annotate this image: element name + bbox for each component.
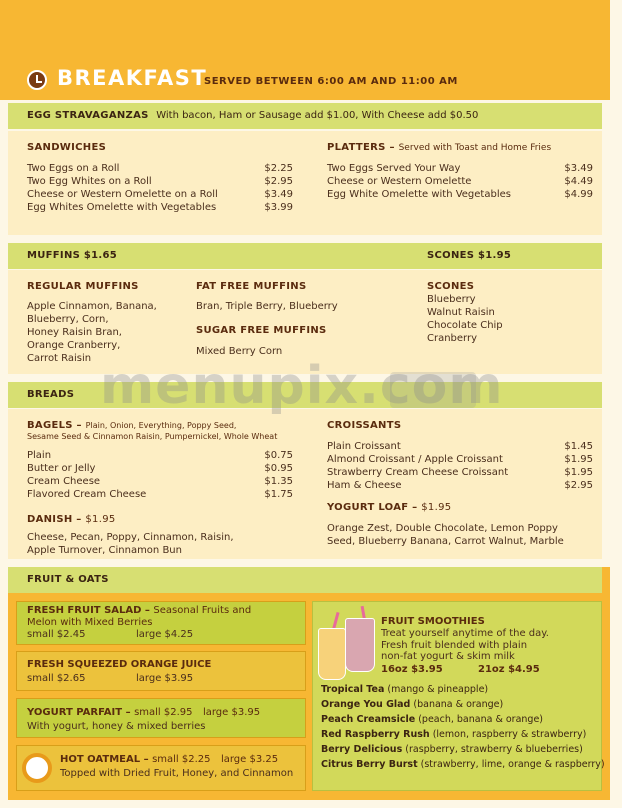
smoothie-cup-icon bbox=[318, 628, 346, 680]
croissants-list bbox=[327, 440, 593, 492]
yogurt-loaf-price: $1.95 bbox=[421, 502, 452, 513]
fruit-salad-note: Seasonal Fruits and bbox=[153, 605, 252, 616]
menu-item: Flavored Cream Cheese $1.75 bbox=[27, 489, 293, 500]
scones-title: SCONES bbox=[427, 281, 475, 292]
egg-band-text bbox=[27, 110, 478, 121]
oatmeal-bowl-icon bbox=[22, 753, 52, 783]
fat-free-muffins-title: FAT FREE MUFFINS bbox=[196, 281, 307, 292]
menu-item: Almond Croissant / Apple Croissant $1.95 bbox=[327, 454, 593, 465]
menu-item: Butter or Jelly $0.95 bbox=[27, 463, 293, 474]
scones-list: Blueberry Walnut Raisin Chocolate Chip Cranberry bbox=[427, 294, 503, 344]
scones-band-title: SCONES $1.95 bbox=[427, 250, 512, 261]
smoothie-size-16oz: 16oz $3.95 bbox=[381, 664, 443, 675]
menu-item: Plain $0.75 bbox=[27, 450, 293, 461]
menu-item: Two Eggs on a Roll $2.25 bbox=[27, 163, 293, 174]
fat-free-muffins-list: Bran, Triple Berry, Blueberry bbox=[196, 301, 338, 312]
fruit-salad-title: FRESH FRUIT SALAD – Seasonal Fruits and Melon with Mixed Berries bbox=[27, 605, 252, 628]
list-item: Citrus Berry Burst (strawberry, lime, orange & raspberry) bbox=[321, 759, 605, 770]
bagels-note-2: Sesame Seed & Cinnamon Raisin, Pumpernickel, Whole Wheat bbox=[27, 432, 278, 441]
oatmeal-small: small $2.25 bbox=[152, 754, 211, 765]
danish-price: $1.95 bbox=[85, 514, 116, 525]
danish-list: Cheese, Pecan, Poppy, Cinnamon, Raisin, Apple Turnover, Cinnamon Bun bbox=[27, 532, 234, 556]
yogurt-parfait-title: YOGURT PARFAIT – small $2.95 large $3.95 bbox=[27, 707, 261, 718]
sugar-free-muffins-title: SUGAR FREE MUFFINS bbox=[196, 325, 327, 336]
sandwiches-list bbox=[27, 162, 293, 214]
yogurt-loaf-title: YOGURT LOAF – $1.95 bbox=[327, 502, 452, 513]
smoothie-flavor-list bbox=[321, 682, 605, 772]
yogurt-parfait-desc: With yogurt, honey & mixed berries bbox=[27, 721, 206, 732]
bagels-note-1: Plain, Onion, Everything, Poppy Seed, bbox=[85, 421, 237, 430]
bagels-list bbox=[27, 449, 293, 501]
platters-note: Served with Toast and Home Fries bbox=[398, 143, 552, 153]
croissants-title: CROISSANTS bbox=[327, 420, 402, 431]
egg-band-note: With bacon, Ham or Sausage add $1.00, With Cheese add $0.50 bbox=[156, 110, 479, 121]
sandwiches-title: SANDWICHES bbox=[27, 142, 107, 153]
smoothie-cup-icon bbox=[345, 618, 375, 672]
fruit-band-title: FRUIT & OATS bbox=[27, 574, 109, 585]
breads-band-title: BREADS bbox=[27, 389, 75, 400]
yogurt-loaf-list: Orange Zest, Double Chocolate, Lemon Poppy Seed, Blueberry Banana, Carrot Walnut, Marble bbox=[327, 523, 564, 547]
menu-item: Cheese or Western Omelette $4.49 bbox=[327, 176, 593, 187]
muffins-band-title: MUFFINS $1.65 bbox=[27, 250, 118, 261]
parfait-large: large $3.95 bbox=[202, 707, 261, 718]
list-item: Peach Creamsicle (peach, banana & orange) bbox=[321, 714, 544, 725]
danish-title: DANISH – $1.95 bbox=[27, 514, 116, 525]
platters-list bbox=[327, 162, 593, 201]
smoothies-desc: Treat yourself anytime of the day. Fresh fruit blended with plain non-fat yogurt & skim milk bbox=[381, 628, 549, 662]
list-item: Red Raspberry Rush (lemon, raspberry & strawberry) bbox=[321, 729, 587, 740]
orange-juice-large: large $3.95 bbox=[136, 673, 194, 684]
fruit-salad-large: large $4.25 bbox=[136, 629, 194, 640]
watermark-logo: menupix.com bbox=[100, 356, 504, 416]
fruit-salad-small: small $2.45 bbox=[27, 629, 86, 640]
menu-item: Cheese or Western Omelette on a Roll $3.49 bbox=[27, 189, 293, 200]
smoothies-title: FRUIT SMOOTHIES bbox=[381, 616, 485, 627]
orange-juice-box bbox=[16, 651, 306, 691]
regular-muffins-title: REGULAR MUFFINS bbox=[27, 281, 139, 292]
hot-oatmeal-title: HOT OATMEAL – small $2.25 large $3.25 bbox=[60, 754, 279, 765]
menu-item: Egg Whites Omelette with Vegetables $3.99 bbox=[27, 202, 293, 213]
clock-icon bbox=[27, 70, 47, 90]
menu-item: Egg White Omelette with Vegetables $4.99 bbox=[327, 189, 593, 200]
regular-muffins-list: Apple Cinnamon, Banana, Blueberry, Corn, Honey Raisin Bran, Orange Cranberry, Carrot Raisin bbox=[27, 301, 157, 364]
list-item: Orange You Glad (banana & orange) bbox=[321, 699, 504, 710]
parfait-small: small $2.95 bbox=[134, 707, 193, 718]
page-title: BREAKFAST bbox=[57, 66, 208, 90]
menu-item: Ham & Cheese $2.95 bbox=[327, 480, 593, 491]
oatmeal-large: large $3.25 bbox=[220, 754, 279, 765]
orange-juice-title: FRESH SQUEEZED ORANGE JUICE bbox=[27, 659, 212, 670]
orange-juice-small: small $2.65 bbox=[27, 673, 86, 684]
hot-oatmeal-desc: Topped with Dried Fruit, Honey, and Cinnamon bbox=[60, 768, 294, 779]
platters-title: PLATTERS – Served with Toast and Home Fries bbox=[327, 142, 552, 153]
menu-item: Cream Cheese $1.35 bbox=[27, 476, 293, 487]
served-hours: SERVED BETWEEN 6:00 AM AND 11:00 AM bbox=[204, 76, 458, 87]
menu-item: Plain Croissant $1.45 bbox=[327, 441, 593, 452]
list-item: Tropical Tea (mango & pineapple) bbox=[321, 684, 489, 695]
menu-item: Two Egg Whites on a Roll $2.95 bbox=[27, 176, 293, 187]
sugar-free-muffins-list: Mixed Berry Corn bbox=[196, 346, 283, 357]
egg-band-title: EGG STRAVAGANZAS bbox=[27, 110, 149, 121]
menu-item: Strawberry Cream Cheese Croissant $1.95 bbox=[327, 467, 593, 478]
list-item: Berry Delicious (raspberry, strawberry & blueberries) bbox=[321, 744, 583, 755]
menu-item: Two Eggs Served Your Way $3.49 bbox=[327, 163, 593, 174]
bagels-title: BAGELS – Plain, Onion, Everything, Poppy Seed, Sesame Seed & Cinnamon Raisin, Pumpernickel, Whole Wheat bbox=[27, 420, 278, 441]
smoothie-size-21oz: 21oz $4.95 bbox=[478, 664, 540, 675]
